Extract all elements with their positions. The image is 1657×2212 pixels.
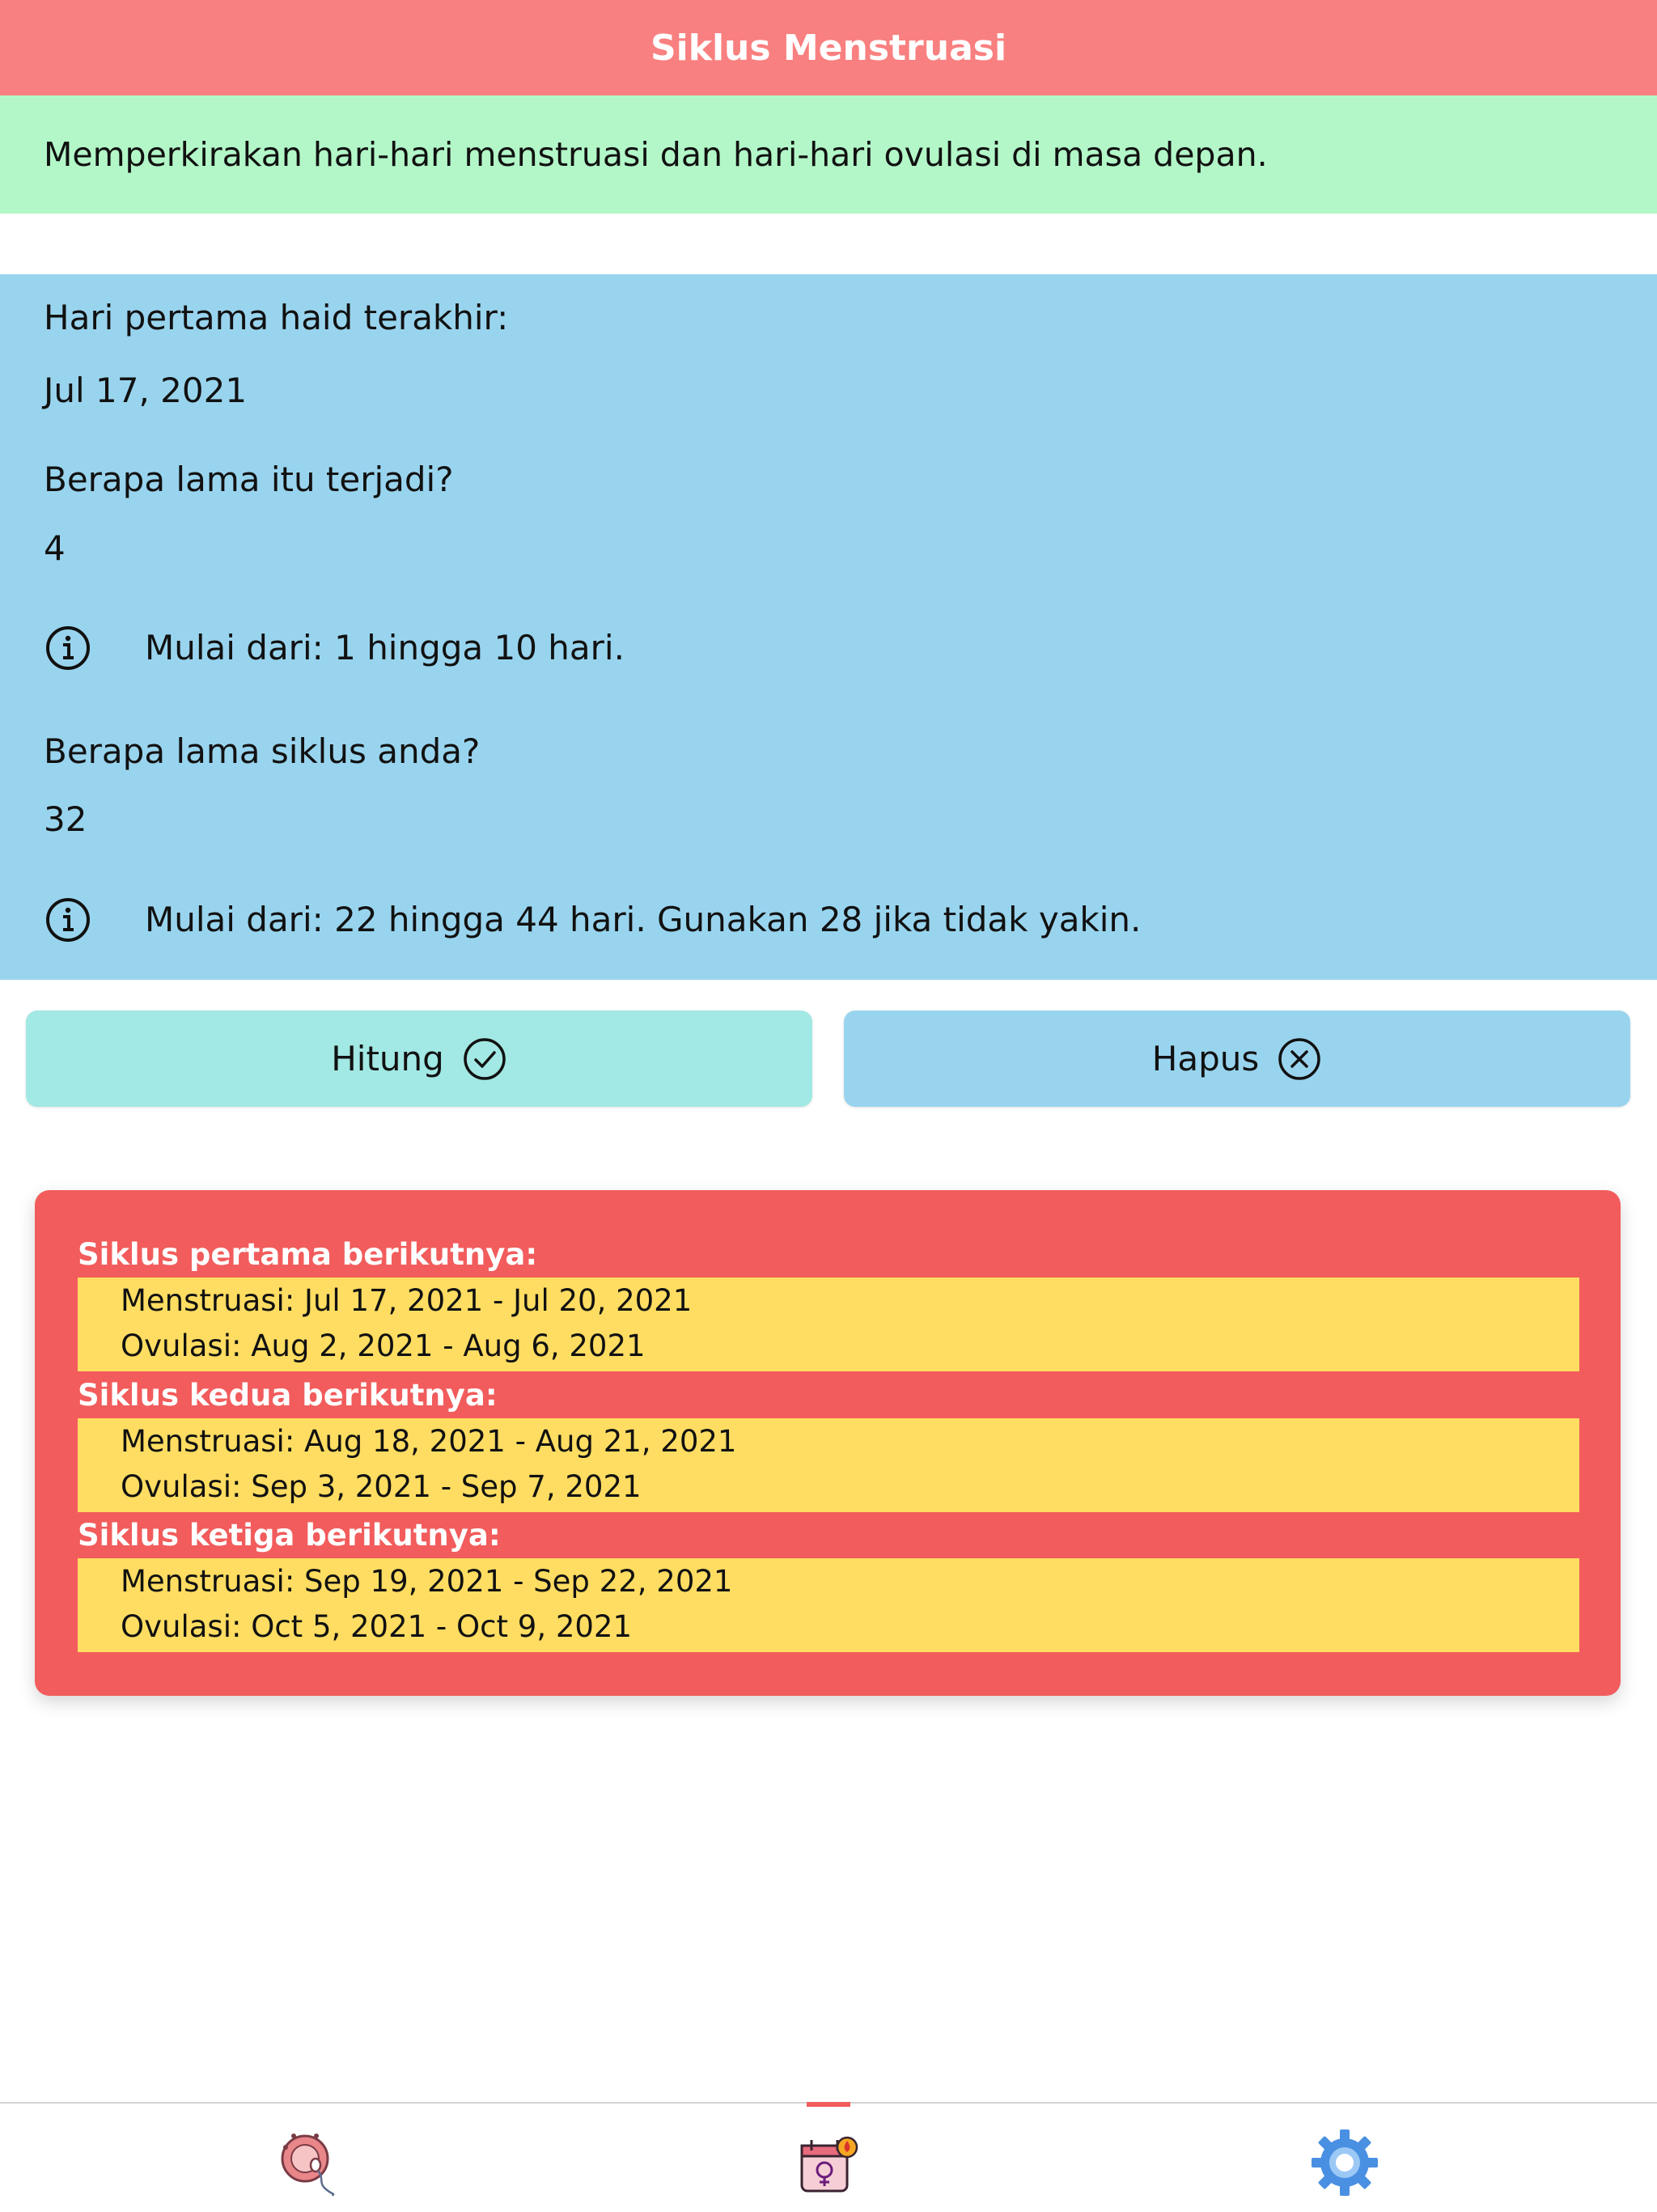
navigation-bar	[0, 0, 1657, 95]
clear-button[interactable]	[844, 1011, 1630, 1107]
cycle-1-details	[78, 1278, 1579, 1371]
calendar-icon	[794, 2128, 863, 2197]
check-circle-icon	[462, 1036, 507, 1082]
description-banner	[0, 95, 1657, 214]
last-period-label: Hari pertama haid terakhir:	[44, 298, 509, 337]
cycle-2-ovulation: Ovulasi: Sep 3, 2021 - Sep 7, 2021	[121, 1469, 642, 1504]
tab-bar	[0, 2102, 1657, 2212]
close-circle-icon	[1277, 1036, 1322, 1082]
cycle-length-field[interactable]: 32	[44, 799, 87, 839]
calculate-button[interactable]	[26, 1011, 812, 1107]
duration-info-row	[44, 624, 625, 672]
cycle-length-label: Berapa lama siklus anda?	[44, 731, 481, 771]
last-period-date-field[interactable]: Jul 17, 2021	[44, 371, 248, 410]
active-tab-indicator	[807, 2102, 850, 2107]
tab-calculator[interactable]	[748, 2104, 909, 2212]
period-duration-label: Berapa lama itu terjadi?	[44, 460, 454, 499]
cycle-2-menstruation: Menstruasi: Aug 18, 2021 - Aug 21, 2021	[121, 1424, 737, 1459]
cycle-1-menstruation: Menstruasi: Jul 17, 2021 - Jul 20, 2021	[121, 1283, 693, 1318]
tab-ovulation[interactable]	[230, 2104, 392, 2212]
cycle-info-row	[44, 896, 1142, 944]
cycle-3-menstruation: Menstruasi: Sep 19, 2021 - Sep 22, 2021	[121, 1564, 733, 1599]
info-icon	[44, 624, 92, 672]
cycle-info-text: Mulai dari: 22 hingga 44 hari. Gunakan 28 jika tidak yakin.	[145, 900, 1142, 939]
duration-info-text: Mulai dari: 1 hingga 10 hari.	[145, 628, 625, 667]
info-icon	[44, 896, 92, 944]
cycle-2-title: Siklus kedua berikutnya:	[78, 1378, 498, 1413]
cycle-1-ovulation: Ovulasi: Aug 2, 2021 - Aug 6, 2021	[121, 1328, 646, 1363]
cycle-3-details	[78, 1558, 1579, 1652]
results-card	[35, 1190, 1621, 1696]
tab-settings[interactable]	[1264, 2104, 1426, 2212]
page-title: Siklus Menstruasi	[650, 27, 1007, 69]
cycle-3-ovulation: Ovulasi: Oct 5, 2021 - Oct 9, 2021	[121, 1609, 632, 1644]
cycle-2-details	[78, 1418, 1579, 1512]
calculate-button-label: Hitung	[331, 1039, 444, 1078]
cycle-1-title: Siklus pertama berikutnya:	[78, 1237, 538, 1272]
gear-icon	[1310, 2128, 1379, 2197]
egg-sperm-icon	[276, 2128, 345, 2197]
period-duration-field[interactable]: 4	[44, 528, 66, 568]
description-text: Memperkirakan hari-hari menstruasi dan hari-hari ovulasi di masa depan.	[44, 135, 1268, 174]
input-form	[0, 274, 1657, 980]
clear-button-label: Hapus	[1151, 1039, 1260, 1078]
cycle-3-title: Siklus ketiga berikutnya:	[78, 1518, 501, 1553]
